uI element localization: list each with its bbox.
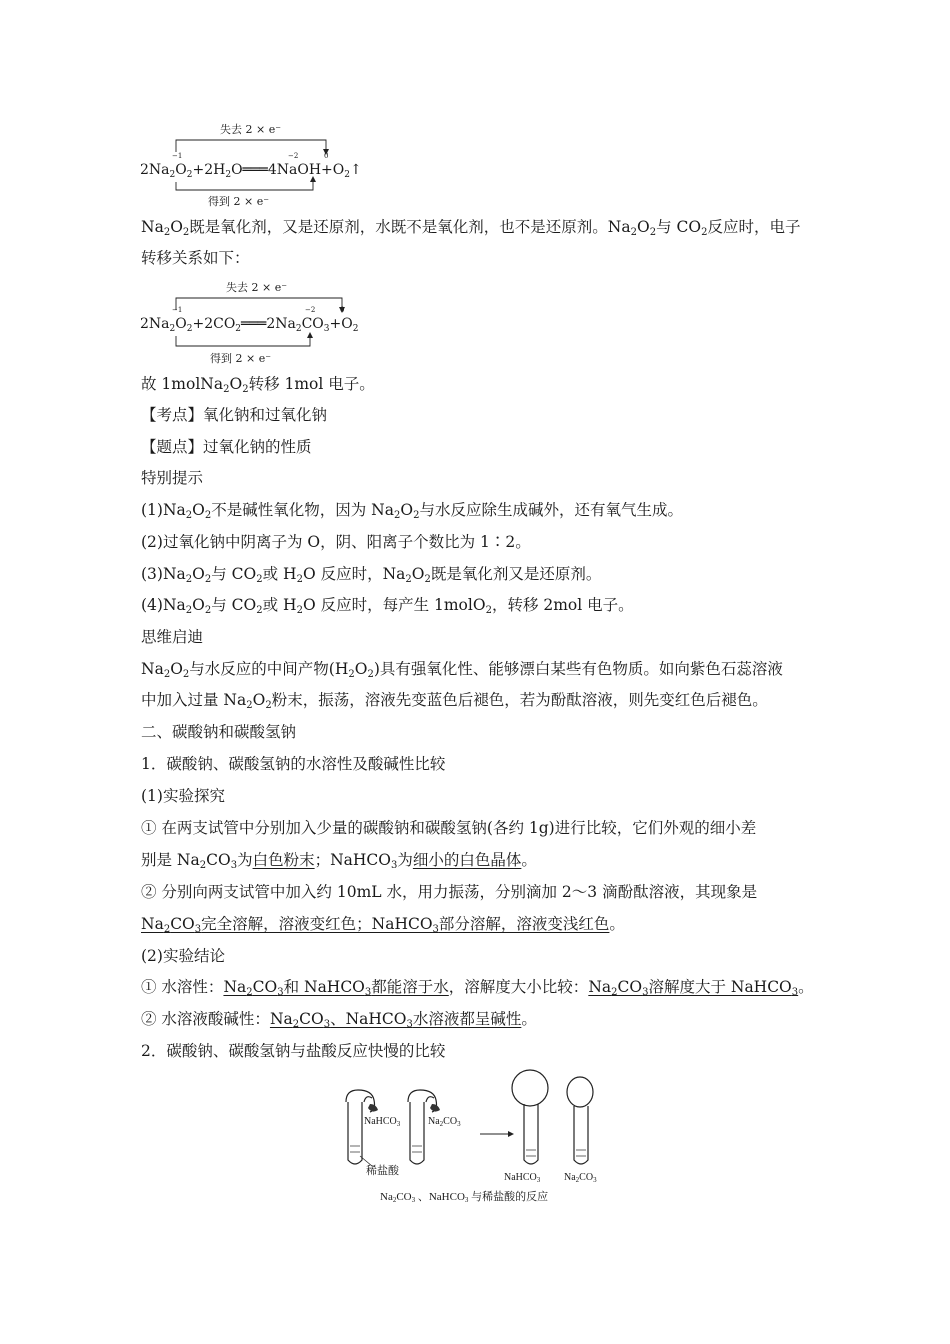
- oxidation-state-minus2: −2: [305, 306, 316, 314]
- oxidation-state-minus1: −1: [172, 152, 183, 160]
- equation-na2o2-co2: [138, 276, 378, 370]
- oxidation-state-minus2: −2: [288, 152, 299, 160]
- subsection-heading: 1．碳酸钠、碳酸氢钠的水溶性及酸碱性比较: [141, 755, 446, 773]
- paragraph-line: $(4)Na_2O_2$与 $CO_2$或 $H_2O$ 反应时，每产生 1molO$_2$，转移 2mol 电子。: [141, 596, 634, 616]
- paragraph-line: $(3)Na_2O_2$与 $CO_2$或 $H_2O$ 反应时，$Na_2O_2$既是氧化剂又是还原剂。: [141, 565, 602, 585]
- section-heading: 特别提示: [141, 469, 204, 487]
- paragraph-line: $(1)Na_2O_2$不是碱性氧化物，因为 $Na_2O_2$与水反应除生成碱外，还有氧气生成。: [141, 501, 683, 521]
- test-tube-illustration: [338, 1068, 628, 1208]
- paragraph-line: (1)实验探究: [141, 787, 225, 805]
- dilute-hcl-label: 稀盐酸: [366, 1165, 399, 1177]
- gain-electrons-label: 得到 2 × e⁻: [210, 352, 272, 365]
- oxidation-state-minus1: −1: [172, 306, 183, 314]
- test-tube-4-small-balloon: [567, 1077, 593, 1164]
- paragraph-line: 故 $1molNa_2O_2$转移 1mol 电子。: [141, 375, 375, 395]
- gain-electrons-label: 得到 2 × e⁻: [208, 195, 270, 208]
- electron-transfer-diagram-1: [138, 118, 378, 208]
- na2co3-label-left: $Na_2CO_3$: [428, 1116, 461, 1128]
- paragraph-line: ① 在两支试管中分别加入少量的碳酸钠和碳酸氢钠(各约 1g)进行比较，它们外观的细小差: [141, 819, 757, 837]
- nahco3-label-right: NaHCO$_3$: [504, 1172, 541, 1184]
- test-tube-figure: [338, 1068, 628, 1212]
- section-heading: 思维启迪: [141, 628, 204, 646]
- tidian-line: 【题点】过氧化钠的性质: [141, 438, 312, 456]
- paragraph-line: 转移关系如下：: [141, 249, 250, 267]
- test-tube-3-large-balloon: [512, 1070, 548, 1164]
- test-tube-2: [408, 1090, 440, 1164]
- oxidation-state-zero: 0: [324, 152, 329, 160]
- nahco3-label-left: NaHCO$_3$: [364, 1116, 401, 1128]
- paragraph-line: $Na_2O_2$既是氧化剂，又是还原剂，水既不是氧化剂，也不是还原剂。$Na_2O_2$与 $CO_2$反应时，电子: [141, 218, 801, 238]
- paragraph-line: 中加入过量 $Na_2O_2$粉末，振荡，溶液先变蓝色后褪色，若为酚酞溶液，则先变红色后褪色。: [141, 691, 768, 711]
- paragraph-line: ① 水溶性：$Na_2CO_3$和 NaHCO$_3$都能溶于水，溶解度大小比较：$Na_2CO_3$溶解度大于 NaHCO$_3$。: [141, 978, 814, 998]
- na2co3-label-right: $Na_2CO_3$: [564, 1172, 597, 1184]
- paragraph-line: (2)实验结论: [141, 947, 225, 965]
- paragraph-line: $Na_2CO_3$完全溶解，溶液变红色；NaHCO$_3$部分溶解，溶液变浅红色。: [141, 915, 625, 935]
- oxidation-state-zero: 0: [340, 306, 345, 314]
- subsection-heading: 2．碳酸钠、碳酸氢钠与盐酸反应快慢的比较: [141, 1042, 446, 1060]
- paragraph-line: 别是 $Na_2CO_3$为白色粉末；NaHCO$_3$为细小的白色晶体。: [141, 851, 537, 871]
- figure-caption: Na2CO3 、NaHCO3 与稀盐酸的反应: [380, 1191, 549, 1204]
- paragraph-line: $Na_2O_2$与水反应的中间产物$(H_2O_2)$具有强氧化性、能够漂白某些有色物质。如向紫色石蕊溶液: [141, 660, 783, 680]
- svg-text:2Na2O2+2CO2═══2Na2CO3+O2: $2Na_2O_2+2CO_2═══2Na_2CO_3+O_2$: [140, 316, 359, 334]
- test-tube-1: [346, 1090, 378, 1164]
- electron-transfer-diagram-2: [138, 276, 378, 366]
- paragraph-line: ② 水溶液酸碱性：$Na_2CO_3$、NaHCO$_3$水溶液都呈碱性。: [141, 1010, 537, 1030]
- svg-text:2Na2O2+2H2O═══4NaOH+O2↑: $2Na_2O_2+2H_2O═══4NaOH+O_2↑$: [140, 162, 362, 180]
- lose-electrons-label: 失去 2 × e⁻: [220, 123, 282, 136]
- paragraph-line: ② 分别向两支试管中加入约 10mL 水，用力振荡，分别滴加 2～3 滴酚酞溶液，其现象是: [141, 883, 758, 901]
- section-heading: 二、碳酸钠和碳酸氢钠: [141, 723, 297, 741]
- equation-na2o2-water: [138, 118, 378, 212]
- lose-electrons-label: 失去 2 × e⁻: [226, 281, 288, 294]
- kaodian-line: 【考点】氧化钠和过氧化钠: [141, 406, 328, 424]
- paragraph-line: (2)过氧化钠中阴离子为 O，阴、阳离子个数比为 1∶2。: [141, 533, 531, 551]
